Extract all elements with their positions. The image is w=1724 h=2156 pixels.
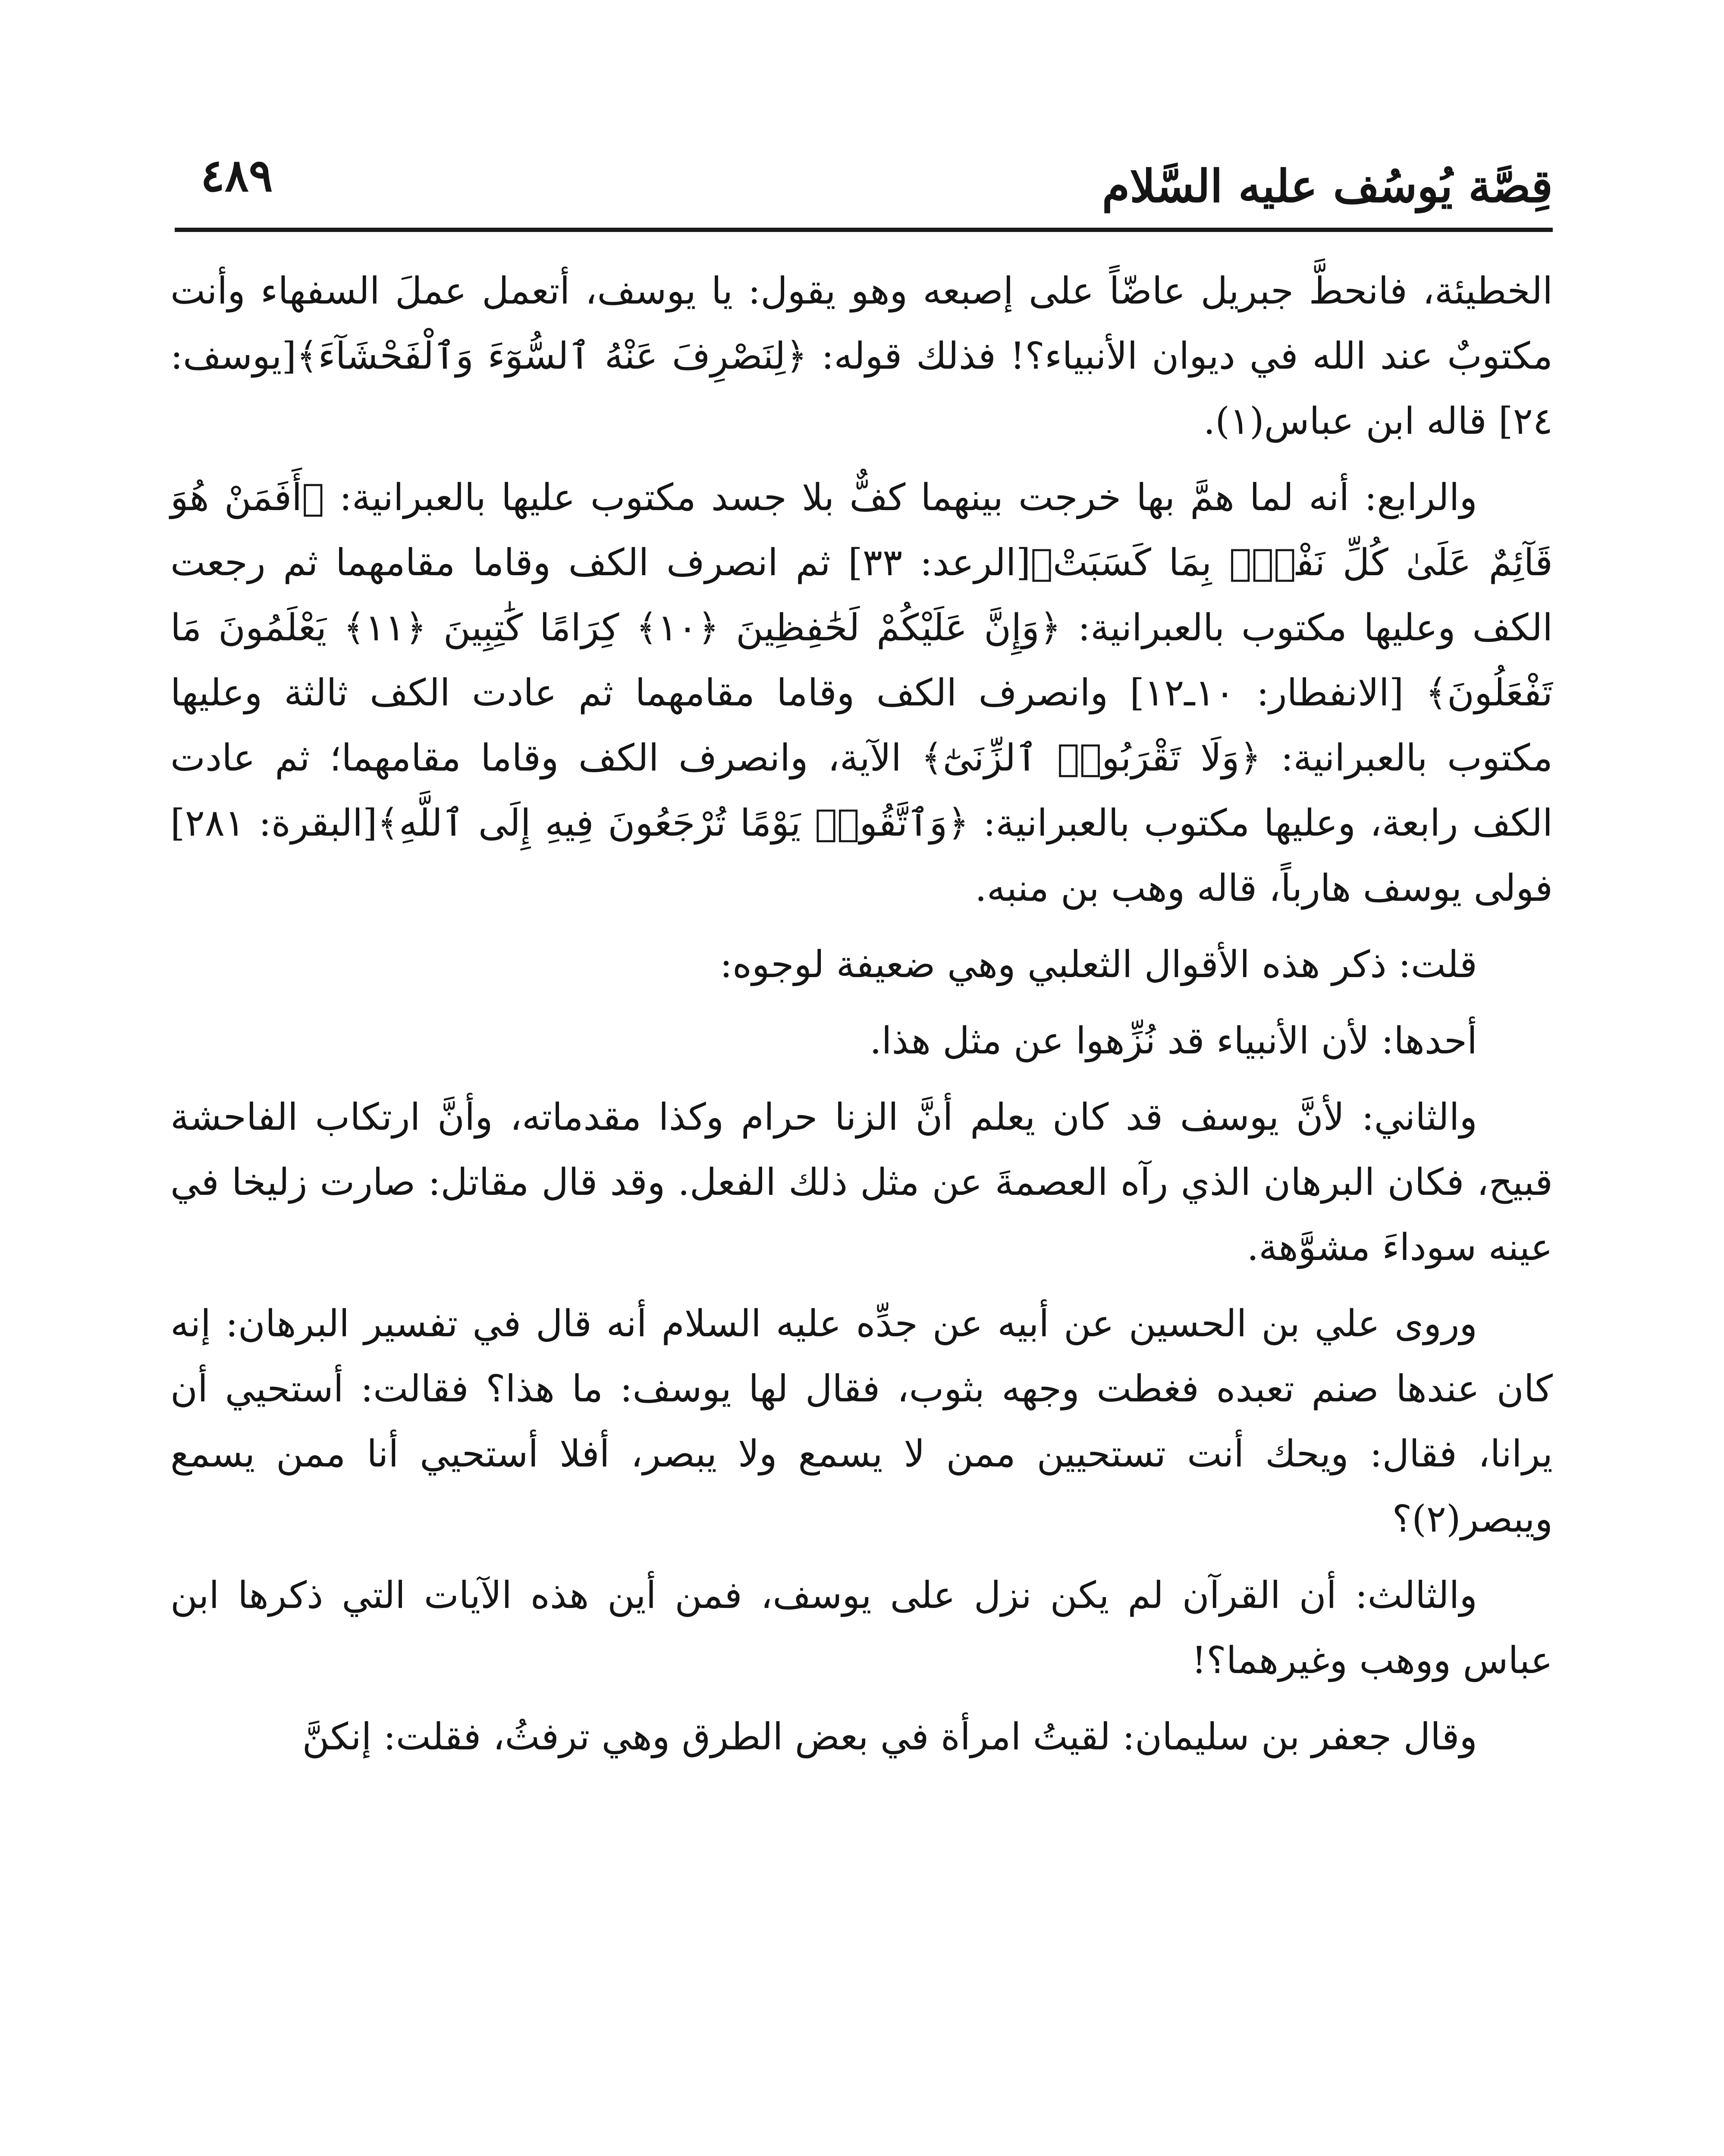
paragraph: والثاني: لأنَّ يوسف قد كان يعلم أنَّ الزنا حرام وكذا مقدماته، وأنَّ ارتكاب الفاحشة قبيح، فكان البرهان الذي رآه العصمةَ عن مثل ذلك الفعل. وقد قال مقاتل: صارت زليخا في عينه سوداءَ مشوَّهة. [170, 1096, 1553, 1269]
page-number: ٤٨٩ [201, 149, 273, 202]
paragraph: وقال جعفر بن سليمان: لقيتُ امرأة في بعض الطرق وهي ترفثُ، فقلت: إنكنَّ [302, 1715, 1477, 1758]
paragraph: أحدها: لأن الأنبياء قد نُزِّهوا عن مثل هذا. [870, 1019, 1477, 1062]
paragraph: وروى علي بن الحسين عن أبيه عن جدِّه عليه السلام أنه قال في تفسير البرهان: إنه كان عندها صنم تعبده فغطت وجهه بثوب، فقال لها يوسف: ما هذا؟ فقالت: أستحيي أن يرانا، فقال: ويحك أنت تستحيين ممن لا يسمع ولا يبصر، أفلا أستحيي أنا ممن يسمع ويبصر(٢)؟ [170, 1302, 1553, 1541]
paragraph: قلت: ذكر هذه الأقوال الثعلبي وهي ضعيفة لوجوه: [720, 943, 1477, 986]
paragraph: والرابع: أنه لما همَّ بها خرجت بينهما كفٌّ بلا جسد مكتوب عليها بالعبرانية: ﴿أَفَمَنْ هُوَ قَآئِمٌ عَلَىٰ كُلِّ نَفْسٍۭ بِمَا كَسَبَتْ﴾[الرعد: ٣٣] ثم انصرف الكف وقاما مقامهما ثم رجعت الكف وعليها مكتوب بالعبرانية: ﴿وَإِنَّ عَلَيْكُمْ لَحَٰفِظِينَ ﴿١٠﴾ كِرَامًا كَٰتِبِينَ ﴿١١﴾ يَعْلَمُونَ مَا تَفْعَلُونَ﴾ [الانفطار: ١٠ـ١٢] وانصرف الكف وقاما مقامهما ثم عادت الكف ثالثة وعليها مكتوب بالعبرانية: ﴿وَلَا تَقْرَبُوا۟ ٱلزِّنَىٰٓ﴾ الآية، وانصرف الكف وقاما مقامهما؛ ثم عادت الكف رابعة، وعليها مكتوب بالعبرانية: ﴿وَٱتَّقُوا۟ يَوْمًا تُرْجَعُونَ فِيهِ إِلَى ٱللَّهِ﴾[البقرة: ٢٨١] فولى يوسف هارباً، قاله وهب بن منبه. [170, 476, 1553, 910]
body-text [170, 259, 1553, 1781]
header-rule [175, 228, 1553, 232]
running-title: قِصَّة يُوسُف عليه السَّلام [1102, 160, 1553, 213]
page-header [175, 129, 1553, 241]
paragraph: والثالث: أن القرآن لم يكن نزل على يوسف، فمن أين هذه الآيات التي ذكرها ابن عباس ووهب وغيرهما؟! [170, 1574, 1553, 1682]
paragraph: الخطيئة، فانحطَّ جبريل عاضّاً على إصبعه وهو يقول: يا يوسف، أتعمل عملَ السفهاء وأنت مكتوبٌ عند الله في ديوان الأنبياء؟! فذلك قوله: ﴿لِنَصْرِفَ عَنْهُ ٱلسُّوٓءَ وَٱلْفَحْشَآءَ﴾[يوسف: ٢٤] قاله ابن عباس(١). [170, 270, 1553, 443]
